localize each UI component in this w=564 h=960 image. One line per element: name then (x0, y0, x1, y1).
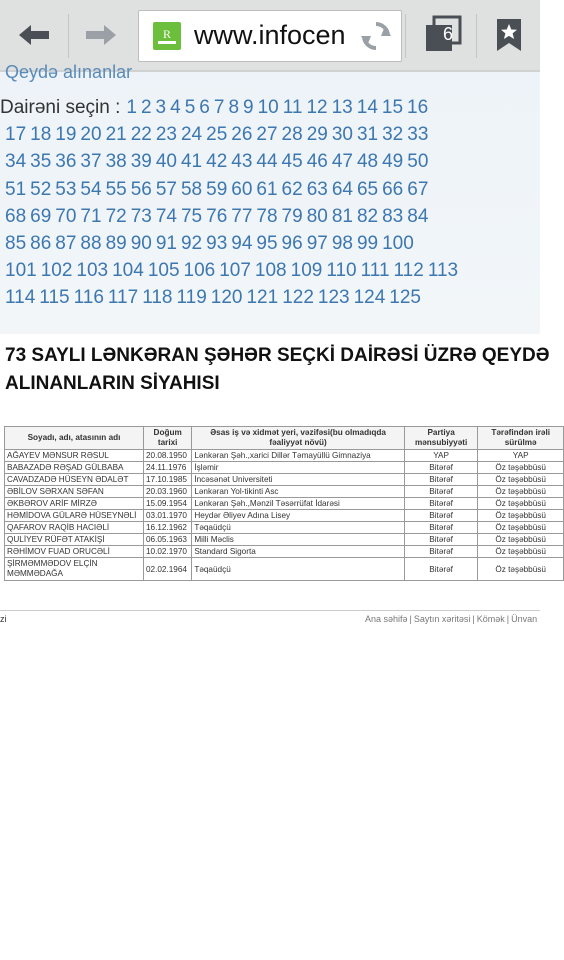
district-link[interactable]: 20 (80, 124, 102, 146)
district-link[interactable]: 52 (30, 178, 52, 200)
cell-name: QULİYEV RÜFƏT ATAKİŞİ (5, 534, 144, 546)
district-selector-panel (0, 62, 540, 334)
table-row (5, 498, 564, 510)
cell-work: Milli Məclis (192, 534, 405, 546)
address-bar[interactable] (138, 10, 402, 62)
cell-party: Bitərəf (404, 534, 478, 546)
cell-party: Bitərəf (404, 558, 478, 581)
district-link[interactable]: 21 (105, 124, 127, 146)
district-link[interactable]: 31 (356, 124, 379, 146)
district-link[interactable]: 115 (39, 287, 70, 309)
district-link[interactable]: 14 (356, 97, 378, 118)
cell-birth: 15.09.1954 (143, 498, 191, 510)
header-birth: Doğum tarixi (143, 427, 191, 450)
district-link[interactable]: 32 (382, 124, 404, 146)
back-button[interactable] (0, 0, 68, 70)
district-link[interactable]: 51 (5, 178, 27, 200)
district-link[interactable]: 108 (254, 260, 287, 282)
table-row (5, 522, 564, 534)
district-link[interactable]: 7 (213, 97, 225, 118)
district-link[interactable]: 65 (356, 178, 379, 200)
district-link[interactable]: 110 (326, 260, 357, 282)
cell-party: Bitərəf (404, 546, 478, 558)
district-link[interactable]: 15 (381, 97, 404, 118)
district-link[interactable]: 113 (427, 260, 459, 282)
district-link[interactable]: 80 (306, 205, 328, 227)
bookmark-star-icon (495, 17, 523, 53)
cell-nominated: YAP (478, 450, 564, 462)
district-link[interactable]: 11 (282, 97, 303, 118)
footer-link[interactable]: Kömək (476, 614, 505, 624)
district-row (5, 230, 418, 258)
cell-nominated: Öz təşəbbüsü (478, 546, 564, 558)
district-link[interactable]: 118 (142, 287, 173, 309)
district-link[interactable]: 99 (356, 233, 379, 254)
district-link[interactable]: 124 (353, 287, 386, 309)
district-link[interactable]: 94 (231, 233, 253, 254)
header-name: Soyadı, adı, atasının adı (5, 427, 144, 450)
table-row (5, 474, 564, 486)
district-link[interactable]: 4 (170, 97, 181, 118)
cell-birth: 03.01.1970 (143, 510, 191, 522)
district-link[interactable]: 55 (105, 178, 127, 200)
district-link[interactable]: 87 (55, 233, 77, 254)
bookmark-button[interactable] (478, 0, 540, 70)
district-row (5, 284, 425, 312)
district-link[interactable]: 41 (180, 151, 203, 173)
district-link[interactable]: 22 (130, 124, 152, 146)
footer-left-text: zi (0, 614, 7, 624)
cell-work: Lənkəran Şəh.,xarici Dillər Təmayüllü Gimnaziya (192, 450, 405, 462)
cell-birth: 06.05.1963 (143, 534, 191, 546)
page-content (0, 62, 551, 960)
footer (0, 610, 540, 627)
table-row (5, 534, 564, 546)
tab-count: 6 (442, 24, 453, 44)
district-link[interactable]: 82 (356, 205, 379, 227)
footer-link[interactable]: Ana səhifə (365, 614, 408, 624)
district-link[interactable]: 81 (331, 205, 353, 227)
tabs-button[interactable] (412, 0, 472, 70)
cell-party: Bitərəf (404, 474, 478, 486)
footer-link[interactable]: Ünvan (511, 614, 538, 624)
district-link[interactable]: 95 (256, 233, 278, 254)
district-link[interactable]: 18 (30, 124, 52, 146)
cell-nominated: Öz təşəbbüsü (478, 474, 564, 486)
district-link[interactable]: 101 (5, 260, 37, 282)
district-link[interactable]: 96 (281, 233, 303, 254)
site-favicon-icon (153, 22, 181, 50)
district-link[interactable]: 5 (184, 97, 196, 118)
district-link[interactable]: 119 (176, 287, 207, 309)
district-link[interactable]: 60 (231, 178, 253, 200)
candidates-table (4, 426, 564, 581)
district-link[interactable]: 13 (331, 97, 353, 118)
cell-party: Bitərəf (404, 462, 478, 474)
cell-nominated: Öz təşəbbüsü (478, 510, 564, 522)
district-link[interactable]: 67 (407, 178, 429, 200)
district-link[interactable]: 42 (206, 151, 228, 173)
district-link[interactable]: 49 (382, 151, 404, 173)
district-link[interactable]: 33 (407, 124, 429, 146)
header-party: Partiya mənsubiyyəti (404, 427, 478, 450)
district-link[interactable]: 68 (5, 205, 27, 227)
district-link[interactable]: 28 (281, 124, 303, 146)
district-link[interactable]: 62 (281, 178, 303, 200)
district-link[interactable]: 23 (155, 124, 177, 146)
district-link[interactable]: 54 (80, 178, 102, 200)
district-link[interactable]: 39 (130, 151, 152, 173)
district-link[interactable]: 8 (228, 97, 240, 118)
district-link[interactable]: 1 (126, 97, 137, 118)
district-link[interactable]: 106 (183, 260, 216, 282)
forward-arrow-icon (83, 22, 119, 48)
back-arrow-icon (16, 22, 52, 48)
district-link[interactable]: 107 (219, 260, 251, 282)
district-link[interactable]: 3 (155, 97, 167, 118)
cell-nominated: Öz təşəbbüsü (478, 558, 564, 581)
district-link[interactable]: 79 (281, 205, 303, 227)
district-link[interactable]: 78 (256, 205, 278, 227)
cell-name: ƏBİLOV SƏRXAN SƏFAN (5, 486, 144, 498)
table-row (5, 486, 564, 498)
district-link[interactable]: 57 (155, 178, 177, 200)
district-link[interactable]: 45 (281, 151, 303, 173)
cell-birth: 17.10.1985 (143, 474, 191, 486)
district-link[interactable]: 74 (155, 205, 177, 227)
district-link[interactable]: 38 (105, 151, 127, 173)
district-link[interactable]: 24 (180, 124, 203, 146)
district-link[interactable]: 120 (210, 287, 243, 309)
district-link[interactable]: 30 (331, 124, 353, 146)
district-link[interactable]: 10 (257, 97, 279, 118)
footer-links: Ana səhifə | Saytın xəritəsi | Kömək | Ünvan (365, 614, 538, 624)
district-row (5, 257, 462, 285)
district-row (5, 203, 432, 231)
district-link[interactable]: 125 (389, 287, 421, 309)
cell-name: RƏHİMOV FUAD ORUCƏLİ (5, 546, 144, 558)
district-link[interactable]: 92 (180, 233, 203, 254)
cell-nominated: Öz təşəbbüsü (478, 522, 564, 534)
district-link[interactable]: 122 (282, 287, 314, 309)
cell-work: Təqaüdçü (192, 558, 405, 581)
district-link[interactable]: 64 (331, 178, 353, 200)
cell-party: Bitərəf (404, 486, 478, 498)
cell-birth: 20.03.1960 (143, 486, 191, 498)
district-link[interactable]: 116 (73, 287, 104, 309)
district-link[interactable]: 26 (231, 124, 253, 146)
table-row (5, 510, 564, 522)
district-link[interactable]: 9 (243, 97, 254, 118)
cell-nominated: Öz təşəbbüsü (478, 498, 564, 510)
page-title-line-2: ALINANLARIN SİYAHISI (5, 373, 220, 394)
cell-birth: 24.11.1976 (143, 462, 191, 474)
district-link[interactable]: 117 (107, 287, 139, 309)
table-row (5, 462, 564, 474)
district-link[interactable]: 27 (256, 124, 278, 146)
district-link[interactable]: 6 (199, 97, 210, 118)
district-link[interactable]: 47 (331, 151, 353, 173)
district-row (5, 148, 432, 176)
district-link[interactable]: 121 (246, 287, 279, 309)
cell-name: AĞAYEV MƏNSUR RƏSUL (5, 450, 144, 462)
cell-name: ƏKBƏROV ARİF MİRZƏ (5, 498, 144, 510)
table-row (5, 546, 564, 558)
district-row (5, 121, 432, 149)
cell-party: Bitərəf (404, 522, 478, 534)
cell-work: İşlәmir (192, 462, 405, 474)
district-link[interactable]: 73 (130, 205, 152, 227)
district-link[interactable]: 2 (140, 97, 152, 118)
district-link[interactable]: 50 (407, 151, 429, 173)
district-link[interactable]: 70 (55, 205, 77, 227)
cell-party: Bitərəf (404, 510, 478, 522)
district-link[interactable]: 53 (55, 178, 77, 200)
district-link[interactable]: 100 (382, 233, 414, 254)
district-link[interactable]: 112 (393, 260, 424, 282)
cell-work: Təqaüdçü (192, 522, 405, 534)
district-link[interactable]: 86 (30, 233, 52, 254)
district-link[interactable]: 63 (306, 178, 328, 200)
cell-birth: 10.02.1970 (143, 546, 191, 558)
cell-work: Lənkəran Şəh.,Mənzil Təsərrüfat İdarəsi (192, 498, 405, 510)
cell-work: Lənkəran Yol-tikinti Asc (192, 486, 405, 498)
url-text: www.infocen (194, 20, 346, 50)
cell-birth: 20.08.1950 (143, 450, 191, 462)
district-row (0, 94, 432, 122)
district-link[interactable]: 75 (180, 205, 203, 227)
district-link[interactable]: 123 (317, 287, 350, 309)
footer-link[interactable]: Saytın xəritəsi (413, 614, 471, 624)
reload-icon[interactable] (359, 20, 393, 52)
district-link[interactable]: 85 (5, 233, 27, 254)
header-work: Əsas iş və xidmət yeri, vəzifəsi(bu olmadıqda fəaliyyət növü) (192, 427, 405, 450)
svg-text:R: R (162, 27, 172, 41)
district-link[interactable]: 19 (55, 124, 77, 146)
district-link[interactable]: 98 (331, 233, 353, 254)
cell-work: Heydər Əliyev Adına Lisey (192, 510, 405, 522)
page-title (5, 342, 550, 398)
district-link[interactable]: 17 (5, 124, 27, 146)
district-link[interactable]: 44 (256, 151, 278, 173)
page-title-line-1: 73 SAYLI LƏNKƏRAN ŞƏHƏR SEÇKİ DAİRƏSİ ÜZRƏ QEYDƏ (5, 345, 550, 366)
district-link[interactable]: 16 (407, 97, 429, 118)
cell-nominated: Öz təşəbbüsü (478, 462, 564, 474)
table-row (5, 558, 564, 581)
district-label: Dairəni seçin : (0, 97, 121, 118)
table-header-row (5, 427, 564, 450)
district-link[interactable]: 35 (30, 151, 52, 173)
district-link[interactable]: 104 (112, 260, 144, 282)
cell-name: ŞİRMƏMMƏDOV ELÇİN MƏMMƏDAĞA (5, 558, 144, 581)
district-link[interactable]: 102 (40, 260, 73, 282)
cell-party: Bitərəf (404, 498, 478, 510)
district-link[interactable]: 58 (180, 178, 203, 200)
district-link[interactable]: 76 (206, 205, 228, 227)
district-link[interactable]: 91 (155, 233, 177, 254)
district-link[interactable]: 37 (80, 151, 102, 173)
district-link[interactable]: 89 (105, 233, 127, 254)
district-link[interactable]: 103 (76, 260, 109, 282)
district-link[interactable]: 71 (80, 205, 102, 227)
district-link[interactable]: 88 (80, 233, 102, 254)
cell-name: QAFAROV RAQİB HACIƏLİ (5, 522, 144, 534)
cell-work: İncəsənət Universiteti (192, 474, 405, 486)
district-link[interactable]: 59 (206, 178, 228, 200)
district-link[interactable]: 105 (147, 260, 180, 282)
district-link[interactable]: 43 (231, 151, 253, 173)
district-link[interactable]: 36 (55, 151, 77, 173)
district-link[interactable]: 29 (306, 124, 328, 146)
cell-name: HƏMİDOVA GÜLARƏ HÜSEYNƏLİ (5, 510, 144, 522)
district-link[interactable]: 25 (206, 124, 228, 146)
cell-name: CAVADZADƏ HÜSEYN ƏDALƏT (5, 474, 144, 486)
district-link[interactable]: 69 (30, 205, 52, 227)
district-link[interactable]: 109 (290, 260, 323, 282)
cell-birth: 02.02.1964 (143, 558, 191, 581)
district-link[interactable]: 93 (206, 233, 228, 254)
district-link[interactable]: 114 (5, 287, 36, 309)
cell-birth: 16.12.1962 (143, 522, 191, 534)
district-link[interactable]: 56 (130, 178, 152, 200)
district-link[interactable]: 34 (5, 151, 27, 173)
district-link[interactable]: 48 (356, 151, 379, 173)
cell-name: BABAZADƏ RƏŞAD GÜLBABA (5, 462, 144, 474)
district-link[interactable]: 61 (256, 178, 278, 200)
section-heading: Qeydə alınanlar (5, 62, 133, 82)
district-link[interactable]: 12 (306, 97, 328, 118)
district-link[interactable]: 66 (382, 178, 404, 200)
district-link[interactable]: 40 (155, 151, 177, 173)
table-row (5, 450, 564, 462)
cell-work: Standard Sigorta (192, 546, 405, 558)
cell-nominated: Öz təşəbbüsü (478, 486, 564, 498)
district-link[interactable]: 84 (407, 205, 429, 227)
forward-button[interactable] (70, 0, 132, 70)
district-link[interactable]: 97 (306, 233, 328, 254)
district-link[interactable]: 72 (105, 205, 127, 227)
district-link[interactable]: 46 (306, 151, 328, 173)
district-link[interactable]: 83 (382, 205, 404, 227)
district-row (5, 176, 432, 204)
cell-party: YAP (404, 450, 478, 462)
cell-nominated: Öz təşəbbüsü (478, 534, 564, 546)
header-nominated: Tərəfindən irəli sürülmə (478, 427, 564, 450)
district-link[interactable]: 77 (231, 205, 253, 227)
district-link[interactable]: 111 (360, 260, 390, 282)
district-link[interactable]: 90 (130, 233, 152, 254)
